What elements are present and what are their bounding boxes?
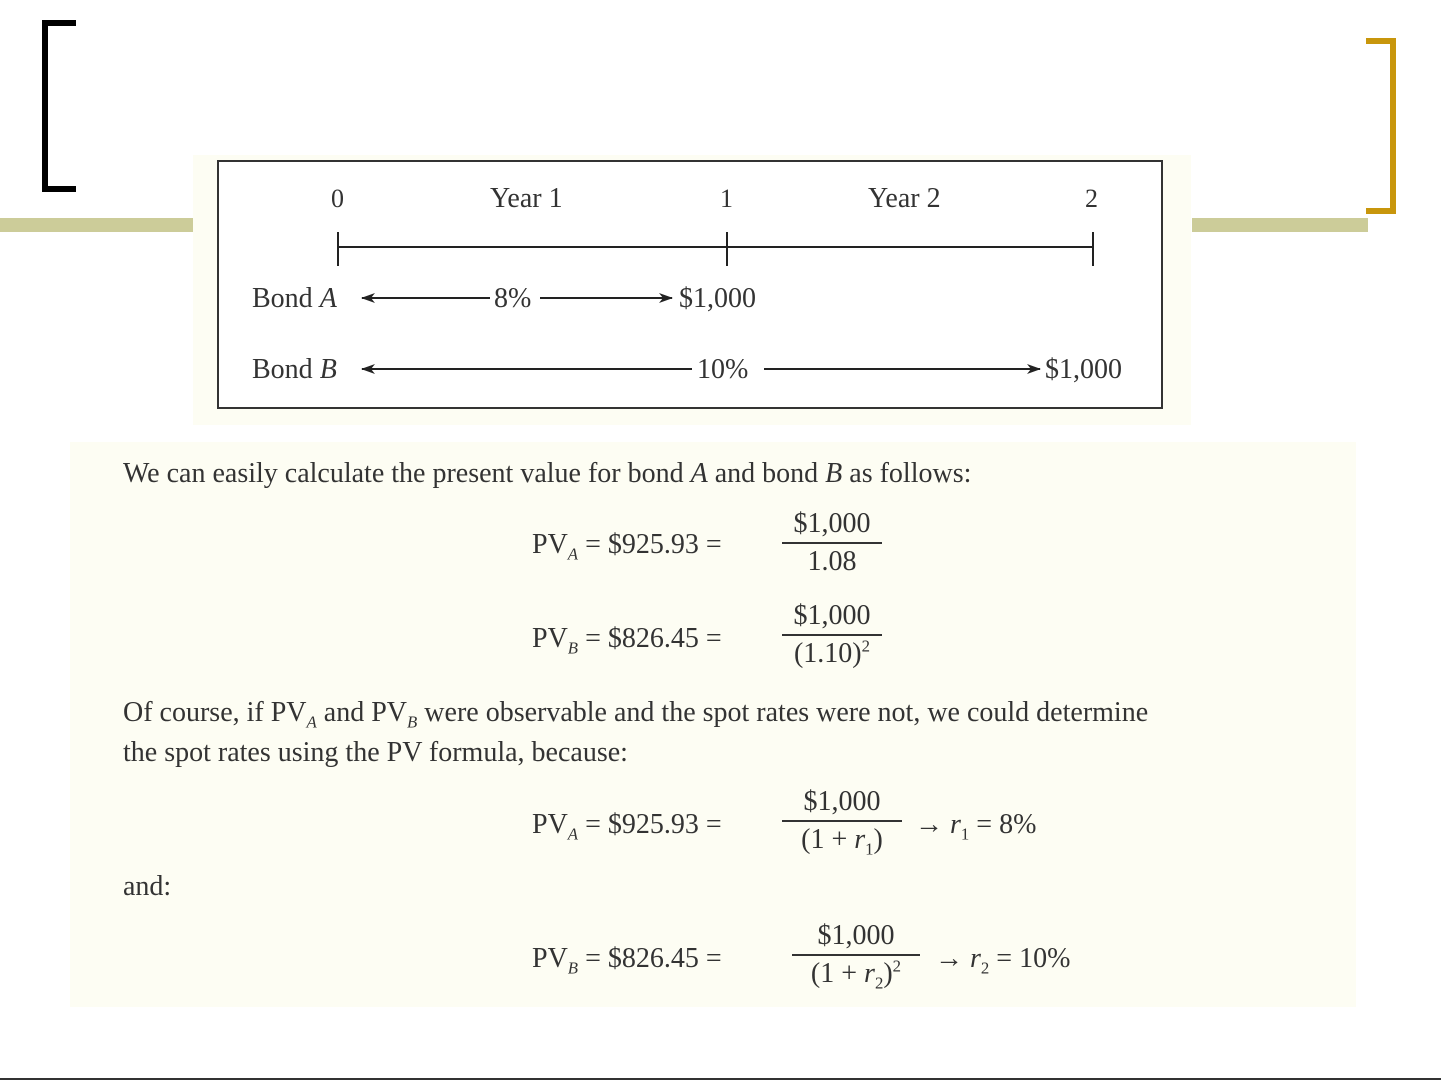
paragraph-line-1: Of course, if $PV_A$ and $PV_B$ were observable and the spot rates were not, we could determine [123,697,1149,732]
equation-pv-b: $PV_B$ = $826.45 = [532,623,722,658]
bond-a-payoff: $1,000 [679,283,756,314]
bond-b-label: Bond B [252,354,337,385]
bond-a-label: Bond A [252,283,337,314]
bond-a-rate: 8% [494,283,532,314]
arrow-right-icon: → [935,943,963,974]
fraction-pv-a: $\frac{\$1,000}{1.08}$ [782,510,882,576]
fraction-spot-rate-1: $\frac{\$1,000}{(1 + r_1)}$ [782,788,902,854]
intro-sentence: We can easily calculate the present value for bond A and bond B as follows: [123,458,972,489]
arrow-right-icon: → [915,809,943,840]
result-spot-rate-2: → $r_2 = 10\%$ [935,943,1071,978]
paragraph-line-2: the spot rates using the PV formula, because: [123,737,628,768]
tick-label-1: 1 [720,184,733,213]
and-label: and: [123,871,172,902]
result-spot-rate-1: → $r_1 = 8\%$ [915,809,1037,844]
tick-label-2: 2 [1085,184,1098,213]
equation-pv-a: $PV_A$ = $925.93 = [532,529,722,564]
fraction-spot-rate-2: $\frac{\$1,000}{(1 + r_2)^2}$ [792,922,920,988]
equation-spot-rate-1: $PV_A$ = $925.93 = [532,809,722,844]
period-label-year-2: Year 2 [868,183,941,214]
bond-b-rate: 10% [697,354,749,385]
fraction-pv-b: $\frac{\$1,000}{(1.10)^2}$ [782,602,882,668]
bond-b-payoff: $1,000 [1045,354,1122,385]
period-label-year-1: Year 1 [490,183,563,214]
equation-spot-rate-2: $PV_B$ = $826.45 = [532,943,722,978]
tick-label-0: 0 [331,184,344,213]
